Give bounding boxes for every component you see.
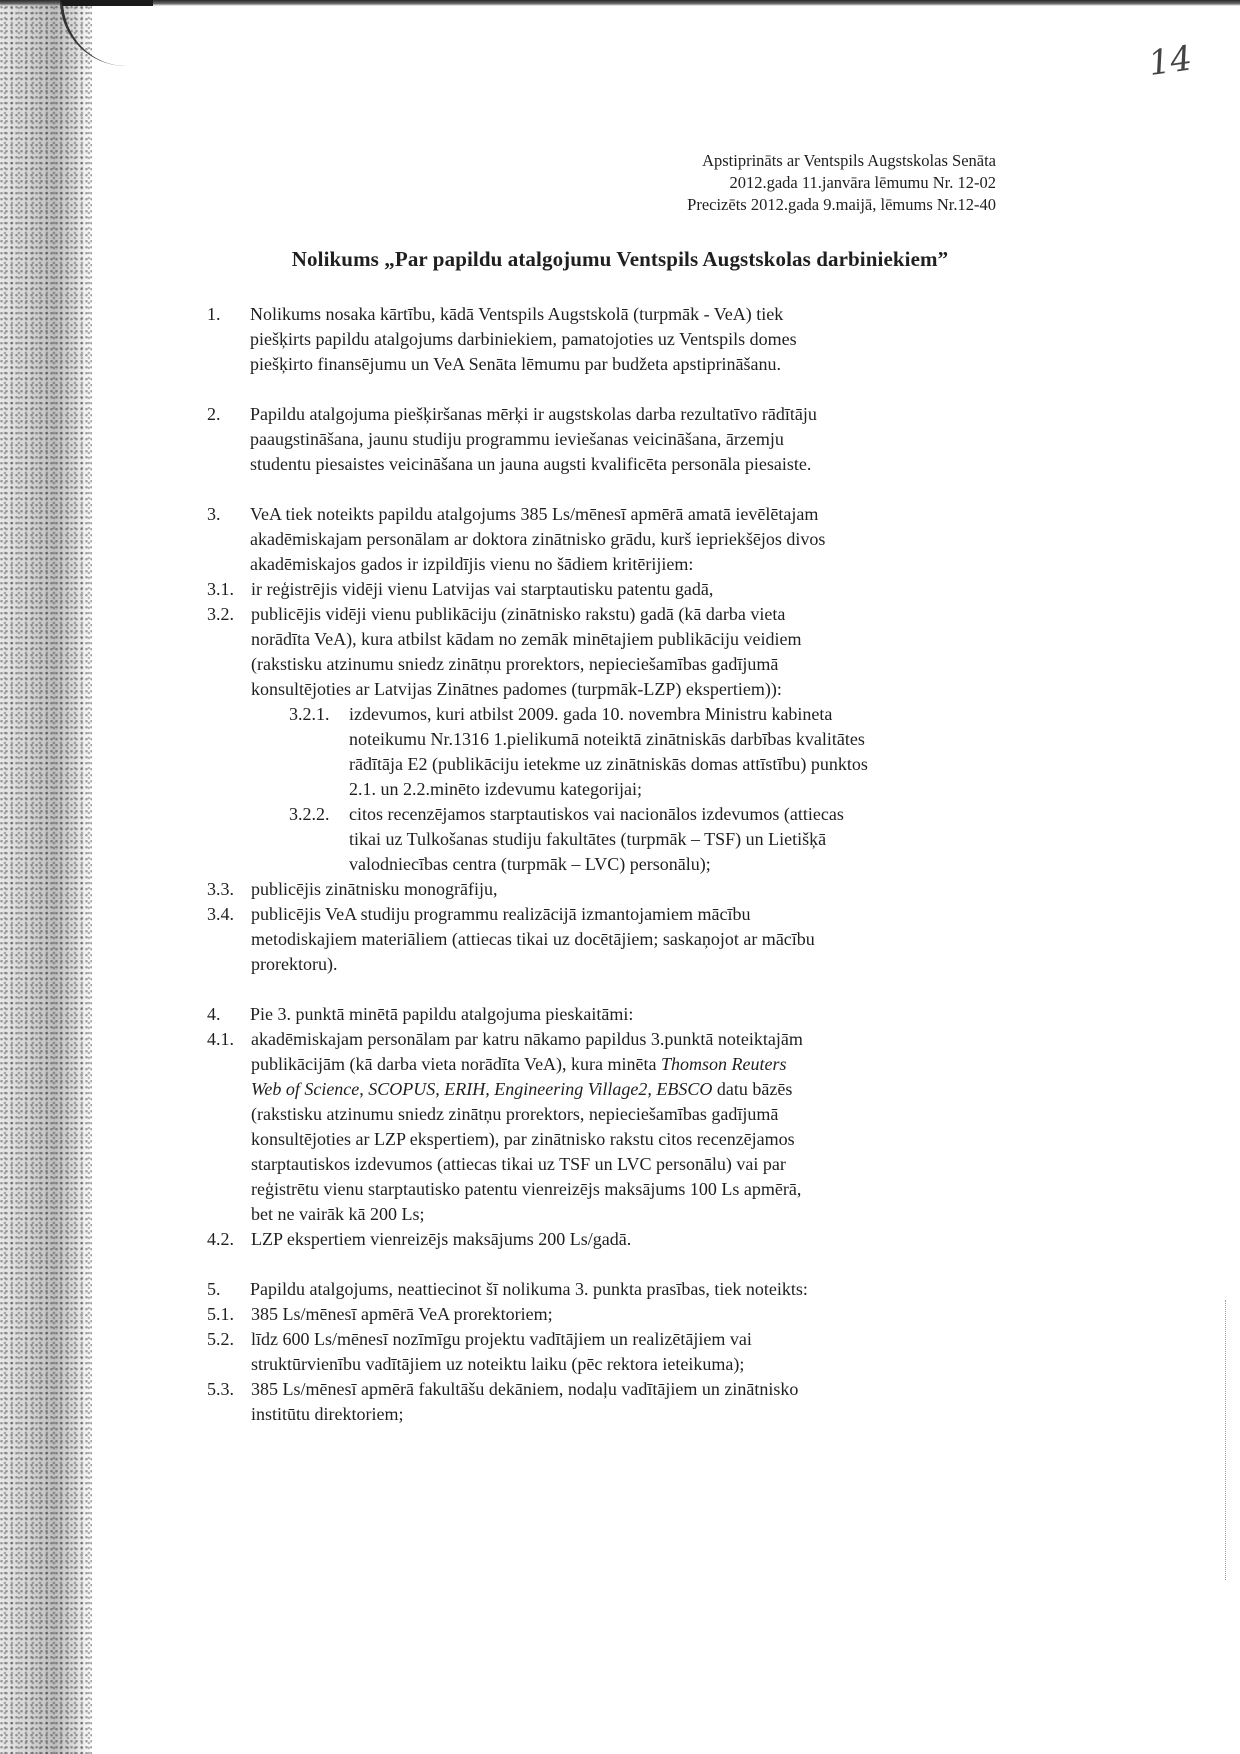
approval-header xyxy=(687,150,996,216)
text-line: konsultējoties ar LZP ekspertiem), par zinātnisko rakstu citos recenzējamos xyxy=(251,1129,795,1149)
text-line: rādītāja E2 (publikāciju ietekme uz zinātniskās domas attīstību) punktos xyxy=(349,754,868,774)
text-line: paaugstināšana, jaunu studiju programmu ieviešanas veicināšana, ārzemju xyxy=(250,429,784,449)
approval-line-3: Precizēts 2012.gada 9.maijā, lēmums Nr.12-40 xyxy=(687,195,996,214)
text-line: prorektoru). xyxy=(251,954,338,974)
text-line: izdevumos, kuri atbilst 2009. gada 10. novembra Ministru kabineta xyxy=(349,704,833,724)
subpoint-number: 3.3. xyxy=(207,879,234,899)
handwritten-page-number: 14 xyxy=(1146,38,1195,85)
document-title: Nolikums „Par papildu atalgojumu Ventspils Augstskolas darbiniekiem” xyxy=(291,247,949,271)
subpoint-3-3 xyxy=(207,877,1037,902)
paragraph-number: 5. xyxy=(207,1279,221,1299)
scanned-top-edge xyxy=(0,0,1240,6)
subpoint-3-2-1 xyxy=(289,702,1037,802)
text-line xyxy=(251,1077,1037,1102)
text-line: starptautiskos izdevumos (attiecas tikai uz TSF un LVC personālu) vai par xyxy=(251,1154,786,1174)
text-line: ir reģistrējis vidēji vienu Latvijas vai starptautisku patentu gadā, xyxy=(251,579,714,599)
subpoint-4-2 xyxy=(207,1227,1037,1252)
text-line: konsultējoties ar Latvijas Zinātnes padomes (turpmāk-LZP) ekspertiem)): xyxy=(251,679,782,699)
paragraph-5 xyxy=(207,1277,1037,1302)
subpoint-4-1 xyxy=(207,1027,1037,1227)
text-line: LZP ekspertiem vienreizējs maksājums 200 Ls/gadā. xyxy=(251,1229,632,1249)
text-line: studentu piesaistes veicināšana un jauna augsti kvalificēta personāla piesaiste. xyxy=(250,454,812,474)
approval-line-1: Apstiprināts ar Ventspils Augstskolas Senāta xyxy=(702,151,996,170)
paragraph-number: 2. xyxy=(207,404,221,424)
text-line: valodniecības centra (turpmāk – LVC) personālu); xyxy=(349,854,711,874)
approval-line-2: 2012.gada 11.janvāra lēmumu Nr. 12-02 xyxy=(729,173,996,192)
text-line: citos recenzējamos starptautiskos vai nacionālos izdevumos (attiecas xyxy=(349,804,844,824)
text-line: publicējis VeA studiju programmu realizācijā izmantojamiem mācību xyxy=(251,904,751,924)
paragraph-2 xyxy=(207,402,1037,477)
subpoint-5-1 xyxy=(207,1302,1037,1327)
text-line: 385 Ls/mēnesī apmērā fakultāšu dekāniem, nodaļu vadītājiem un zinātnisko xyxy=(251,1379,799,1399)
paragraph-number: 1. xyxy=(207,304,221,324)
subpoint-3-4 xyxy=(207,902,1037,977)
subpoint-number: 3.2.1. xyxy=(289,704,330,724)
text-line: noteikumu Nr.1316 1.pielikumā noteiktā zinātniskās darbības kvalitātes xyxy=(349,729,865,749)
text-line: Papildu atalgojums, neattiecinot šī nolikuma 3. punkta prasības, tiek noteikts: xyxy=(250,1279,808,1299)
text-line: (rakstisku atzinumu sniedz zinātņu prorektors, nepieciešamības gadījumā xyxy=(251,654,779,674)
database-name: Thomson Reuters xyxy=(661,1054,787,1074)
subpoint-5-3 xyxy=(207,1377,1037,1427)
text-line xyxy=(251,1052,1037,1077)
text-line: piešķirts papildu atalgojums darbiniekiem, pamatojoties uz Ventspils domes xyxy=(250,329,797,349)
text-line: bet ne vairāk kā 200 Ls; xyxy=(251,1204,425,1224)
text-segment: publikācijām (kā darba vieta norādīta VeA), kura minēta xyxy=(251,1054,662,1074)
text-line: līdz 600 Ls/mēnesī nozīmīgu projektu vadītājiem un realizētājiem vai xyxy=(251,1329,752,1349)
subpoint-number: 3.2.2. xyxy=(289,804,330,824)
subpoint-3-2-2 xyxy=(289,802,1037,877)
subpoint-5-2 xyxy=(207,1327,1037,1377)
subpoint-3-1 xyxy=(207,577,1037,602)
text-line: 385 Ls/mēnesī apmērā VeA prorektoriem; xyxy=(251,1304,553,1324)
text-line: piešķirto finansējumu un VeA Senāta lēmumu par budžeta apstiprināšanu. xyxy=(250,354,782,374)
text-line: Nolikums nosaka kārtību, kādā Ventspils Augstskolā (turpmāk - VeA) tiek xyxy=(250,304,784,324)
subpoint-3-2 xyxy=(207,602,1037,702)
text-line: reģistrētu vienu starptautisko patentu vienreizējs maksājums 100 Ls apmērā, xyxy=(251,1179,802,1199)
paragraph-3 xyxy=(207,502,1037,577)
text-line: metodiskajiem materiāliem (attiecas tikai uz docētājiem; saskaņojot ar mācību xyxy=(251,929,815,949)
subpoint-number: 3.2. xyxy=(207,604,234,624)
subpoint-number: 4.2. xyxy=(207,1229,234,1249)
paragraph-1 xyxy=(207,302,1037,377)
database-names: Web of Science, SCOPUS, ERIH, Engineering Village2, EBSCO xyxy=(251,1079,713,1099)
text-line: publicējis vidēji vienu publikāciju (zinātnisko rakstu) gadā (kā darba vieta xyxy=(251,604,786,624)
text-line: (rakstisku atzinumu sniedz zinātņu prorektors, nepieciešamības gadījumā xyxy=(251,1104,779,1124)
text-line: tikai uz Tulkošanas studiju fakultātes (turpmāk – TSF) un Lietišķā xyxy=(349,829,827,849)
text-line: publicējis zinātnisku monogrāfiju, xyxy=(251,879,498,899)
text-line: akadēmiskajam personālam ar doktora zinātnisko grādu, kurš iepriekšējos divos xyxy=(250,529,826,549)
text-line: norādīta VeA), kura atbilst kādam no zemāk minētajiem publikāciju veidiem xyxy=(251,629,802,649)
text-line: VeA tiek noteikts papildu atalgojums 385 Ls/mēnesī apmērā amatā ievēlētajam xyxy=(250,504,819,524)
paragraph-number: 3. xyxy=(207,504,221,524)
text-line: Papildu atalgojuma piešķiršanas mērķi ir augstskolas darba rezultatīvo rādītāju xyxy=(250,404,817,424)
paragraph-4 xyxy=(207,1002,1037,1027)
subpoint-number: 3.1. xyxy=(207,579,234,599)
scan-artifact xyxy=(1225,1300,1230,1580)
text-line: 2.1. un 2.2.minēto izdevumu kategorijai; xyxy=(349,779,642,799)
subpoint-number: 4.1. xyxy=(207,1029,234,1049)
text-line: struktūrvienību vadītājiem uz noteiktu laiku (pēc rektora ieteikuma); xyxy=(251,1354,745,1374)
text-line: Pie 3. punktā minētā papildu atalgojuma pieskaitāmi: xyxy=(250,1004,634,1024)
text-line: institūtu direktoriem; xyxy=(251,1404,404,1424)
text-line: akadēmiskajam personālam par katru nākamo papildus 3.punktā noteiktajām xyxy=(251,1029,803,1049)
text-line: akadēmiskajos gados ir izpildījis vienu no šādiem kritērijiem: xyxy=(250,554,694,574)
subpoint-number: 3.4. xyxy=(207,904,234,924)
subpoint-number: 5.2. xyxy=(207,1329,234,1349)
document-body xyxy=(207,302,1037,1427)
text-segment: datu bāzēs xyxy=(712,1079,793,1099)
paragraph-number: 4. xyxy=(207,1004,221,1024)
subpoint-number: 5.3. xyxy=(207,1379,234,1399)
subpoint-number: 5.1. xyxy=(207,1304,234,1324)
